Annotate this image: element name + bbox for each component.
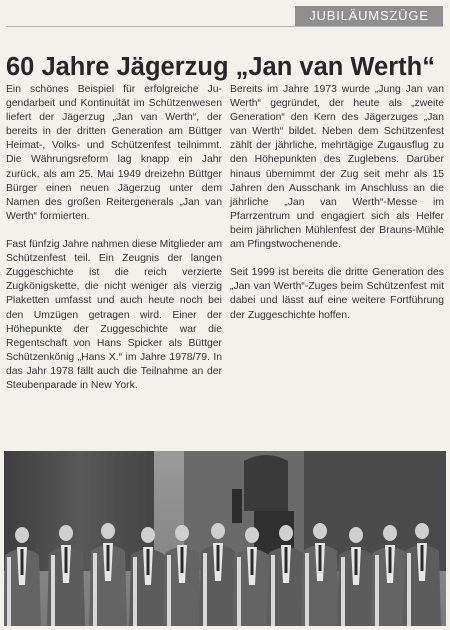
person-tie [217,545,220,571]
person-tie [421,545,424,571]
person-sash [7,557,11,626]
statue [232,489,242,523]
paragraph: Bereits im Jahre 1973 wurde „Jung Jan van Werth“ gegründet, der heute als „zweite Generation“ den Kern des Jägerzuges „Jan van Werth“ bildet. Neben dem Schützenfest zählt der jährliche, mehrtägige Zugausflug zu den Höhepunkten des Zuglebens. Darüber hinaus übernimmt der Zug seit mehr als 15 Jahren den Ausschank im Anschluss an die jährliche „Jan van Werth“-Messe im Pfarrzentrum und engagiert sich als Helfer beim jährlichen Mühlenfest der Brauns-Mühle am Pfingstwochenende. [230,84,444,251]
article-column-right [230,83,444,337]
person-tie [251,549,254,575]
person-head [313,523,327,539]
person-sash [93,553,97,626]
person-tie [355,549,358,575]
person-sash [133,557,137,626]
person-sash [271,555,275,626]
article-title: 60 Jahre Jägerzug „Jan van Werth“ [6,53,435,82]
person-sash [305,553,309,626]
paragraph: Fast fünfzig Jahre nahmen diese Mitglieder am Schützenfest teil. Ein Zeugnis der langen Zuggeschichte ist die reich verzierte Zugkönigskette, die nicht weniger als vierzig Plaketten umfasst und auch heute noch bei den Umzügen getragen wird. Einer der Höhepunkte der Zuggeschichte war die Regentschaft von Hans Spicker als Büttger Schützenkönig „Hans X.“ im Jahre 1978/79. In das Jahr 1978 fällt auch die Teilnahme an der Steubenparade in New York. [6,239,223,391]
person-tie [181,547,184,573]
person-tie [285,547,288,573]
person-head [175,525,189,541]
article-column-left [6,83,222,407]
person-head [211,523,225,539]
person-sash [407,553,411,626]
church-window [244,455,288,511]
person-head [141,527,155,543]
person-head [59,525,73,541]
person-head [279,525,293,541]
person-sash [203,553,207,626]
person-tie [389,547,392,573]
person-head [245,527,259,543]
person-tie [107,545,110,571]
person-tie [65,547,68,573]
person-head [101,523,115,539]
header-divider [6,26,443,27]
person-head [415,523,429,539]
person-head [349,527,363,543]
person-sash [375,555,379,626]
person-tie [21,549,24,575]
person-sash [341,557,345,626]
paragraph: Seit 1999 ist bereits die dritte Generation des „Jan van Werth“-Zuges beim Schützenfest mit dabei und lässt auf eine weitere Fortführung der Zuggeschichte hoffen. [230,267,444,321]
group-photo [4,451,446,626]
section-banner: JUBILÄUMSZÜGE [295,6,443,26]
person-sash [237,557,241,626]
paragraph: Ein schönes Beispiel für erfolgreiche Jugendarbeit und Kontinuität im Schützenwesen liefert der Jägerzug „Jan van Werth“, der bereits in der dritten Generation am Büttger Heimat-, Volks- und Schützenfest teilnimmt. Die Währungsreform lag knapp ein Jahr zurück, als am 25. Mai 1949 dreizehn Büttger Bürger einen neuen Jägerzug unter dem Namen des großen Reitergenerals „Jan van Werth“ formierten. [6,84,222,222]
person-head [383,525,397,541]
person-tie [147,549,150,575]
person-sash [167,555,171,626]
person-tie [319,545,322,571]
person-head [15,527,29,543]
person-sash [51,555,55,626]
